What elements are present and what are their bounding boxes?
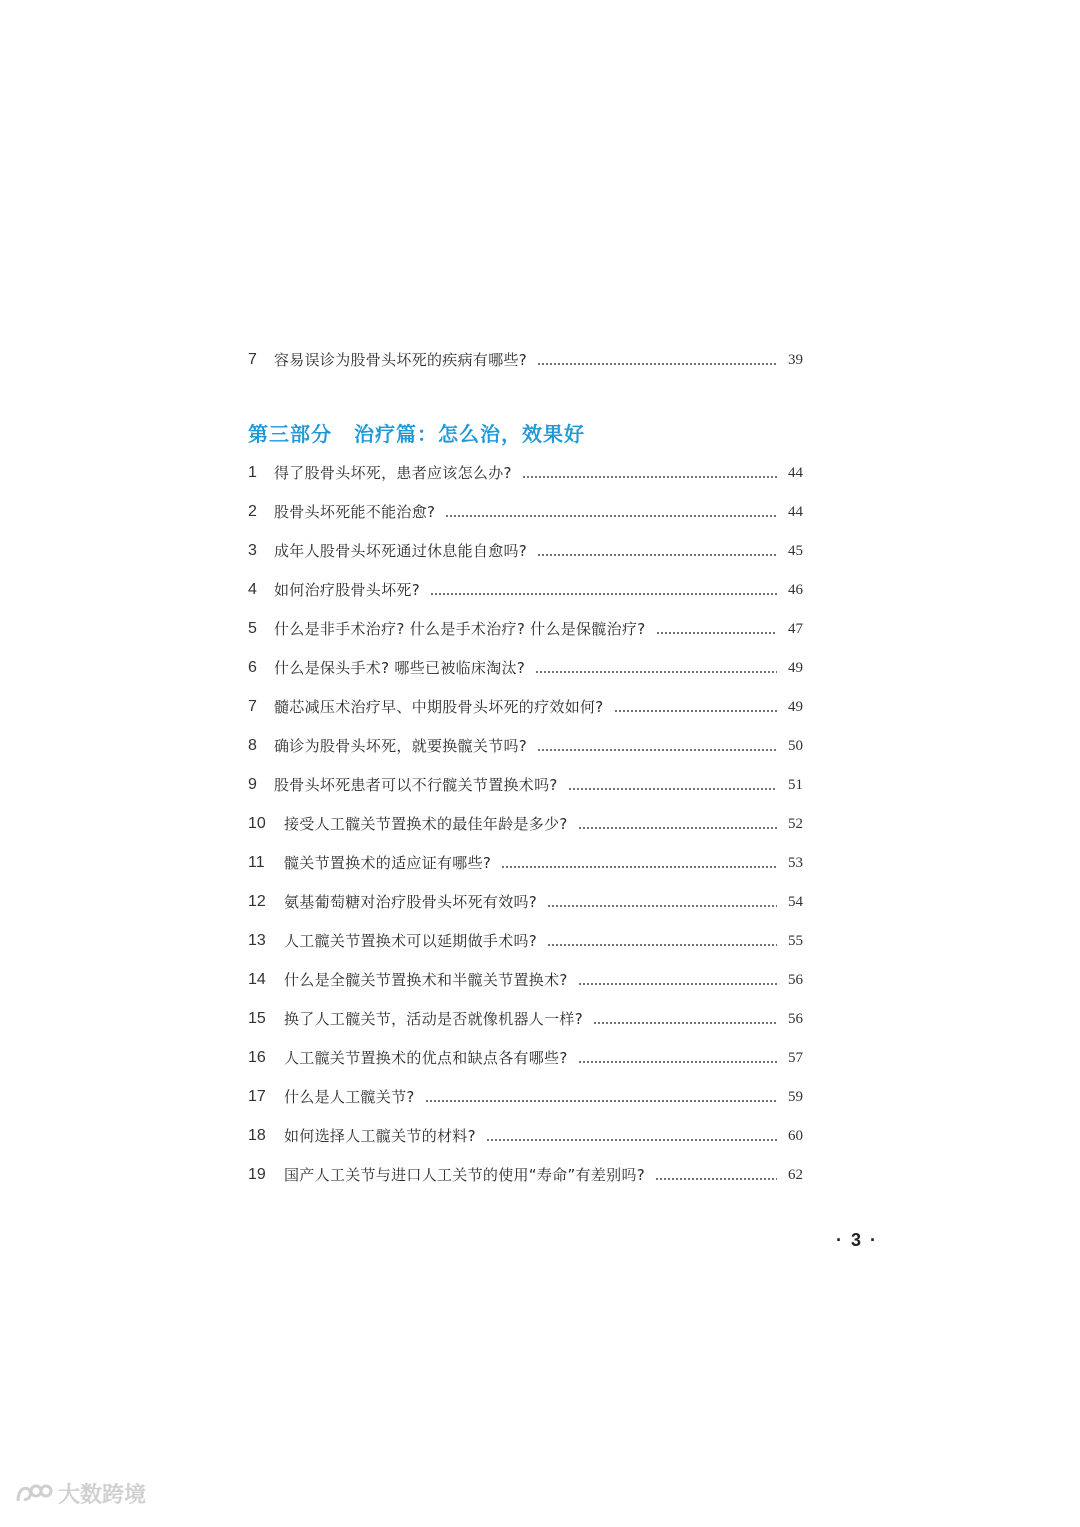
toc-entry-page: 52 <box>788 816 803 832</box>
toc-entry-page: 60 <box>788 1128 803 1144</box>
toc-entry-page: 44 <box>788 465 803 481</box>
toc-entry-number: 1 <box>248 464 257 481</box>
toc-entry-number: 11 <box>248 854 265 871</box>
toc-entry[interactable] <box>248 578 803 600</box>
toc-entry-title: 接受人工髋关节置换术的最佳年龄是多少? <box>284 815 568 833</box>
toc-entry-title: 股骨头坏死能不能治愈? <box>274 503 436 521</box>
toc-entry-title: 什么是保头手术? 哪些已被临床淘汰? <box>274 659 526 677</box>
toc-entry[interactable] <box>248 1085 803 1107</box>
toc-entry[interactable] <box>248 617 803 639</box>
section-title-text: 治疗篇：怎么治，效果好 <box>354 422 585 446</box>
toc-entry-title: 股骨头坏死患者可以不行髋关节置换术吗? <box>274 776 558 794</box>
toc-entry-page: 44 <box>788 504 803 520</box>
toc-entry[interactable] <box>248 461 803 483</box>
toc-entry-number: 12 <box>248 893 266 910</box>
toc-entry[interactable] <box>248 656 803 678</box>
toc-entry[interactable] <box>248 348 803 370</box>
watermark-text: 大数跨境 <box>58 1483 147 1508</box>
toc-entry-number: 7 <box>248 351 257 368</box>
toc-entry-number: 8 <box>248 737 257 754</box>
section-heading <box>248 418 585 447</box>
dot-leader <box>537 749 777 751</box>
toc-entry-page: 47 <box>788 621 803 637</box>
toc-entry-number: 2 <box>248 503 257 520</box>
toc-entry[interactable] <box>248 929 803 951</box>
dot-leader <box>593 1022 777 1024</box>
logo-icon <box>14 1479 54 1509</box>
toc-entry-title: 人工髋关节置换术的优点和缺点各有哪些? <box>284 1049 568 1067</box>
toc-entry[interactable] <box>248 1007 803 1029</box>
toc-entry-number: 17 <box>248 1088 266 1105</box>
toc-entry-page: 50 <box>788 738 803 754</box>
dot-leader <box>655 1178 777 1180</box>
toc-entry[interactable] <box>248 734 803 756</box>
toc-entry-number: 19 <box>248 1166 266 1183</box>
dot-leader <box>535 671 777 673</box>
dot-leader <box>486 1139 777 1141</box>
dot-leader <box>547 944 777 946</box>
toc-entry-page: 55 <box>788 933 803 949</box>
dot-leader <box>578 983 777 985</box>
toc-entry-title: 得了股骨头坏死，患者应该怎么办? <box>274 464 512 482</box>
section-part-label: 第三部分 <box>248 422 332 446</box>
toc-entry-title: 氨基葡萄糖对治疗股骨头坏死有效吗? <box>284 893 538 911</box>
toc-entry-title: 髋关节置换术的适应证有哪些? <box>284 854 492 872</box>
toc-entry-page: 54 <box>788 894 803 910</box>
toc-entry-title: 如何选择人工髋关节的材料? <box>284 1127 476 1145</box>
dot-leader <box>578 827 777 829</box>
toc-entry-page: 46 <box>788 582 803 598</box>
toc-entry[interactable] <box>248 695 803 717</box>
toc-entry[interactable] <box>248 812 803 834</box>
toc-entry-number: 15 <box>248 1010 266 1027</box>
toc-entry-number: 18 <box>248 1127 266 1144</box>
toc-entry-page: 51 <box>788 777 803 793</box>
toc-entry-page: 59 <box>788 1089 803 1105</box>
toc-entry-title: 如何治疗股骨头坏死? <box>274 581 420 599</box>
toc-entry-title: 什么是全髋关节置换术和半髋关节置换术? <box>284 971 568 989</box>
dot-leader <box>425 1100 777 1102</box>
toc-entry-number: 13 <box>248 932 266 949</box>
toc-entry-number: 16 <box>248 1049 266 1066</box>
toc-entry[interactable] <box>248 968 803 990</box>
toc-entry-page: 56 <box>788 1011 803 1027</box>
toc-entry-title: 什么是人工髋关节? <box>284 1088 415 1106</box>
toc-entry[interactable] <box>248 890 803 912</box>
dot-leader <box>578 1061 777 1063</box>
dot-leader <box>537 363 777 365</box>
dot-leader <box>501 866 777 868</box>
dot-leader <box>522 476 777 478</box>
toc-entry-title: 换了人工髋关节，活动是否就像机器人一样? <box>284 1010 583 1028</box>
toc-entry-number: 6 <box>248 659 257 676</box>
toc-entry-page: 56 <box>788 972 803 988</box>
page-number: · 3 · <box>836 1230 879 1250</box>
toc-entry-title: 成年人股骨头坏死通过休息能自愈吗? <box>274 542 528 560</box>
dot-leader <box>445 515 777 517</box>
toc-entry[interactable] <box>248 1046 803 1068</box>
dot-leader <box>537 554 777 556</box>
dot-leader <box>568 788 777 790</box>
toc-entry-number: 9 <box>248 776 257 793</box>
toc-entry[interactable] <box>248 500 803 522</box>
toc-entry-page: 49 <box>788 660 803 676</box>
toc-entry-title: 人工髋关节置换术可以延期做手术吗? <box>284 932 538 950</box>
dot-leader <box>547 905 777 907</box>
toc-entry-page: 57 <box>788 1050 803 1066</box>
dot-leader <box>614 710 777 712</box>
toc-entry-number: 7 <box>248 698 257 715</box>
toc-entry[interactable] <box>248 773 803 795</box>
toc-entry-page: 49 <box>788 699 803 715</box>
toc-entry-title: 容易误诊为股骨头坏死的疾病有哪些? <box>274 351 528 369</box>
toc-entry-page: 45 <box>788 543 803 559</box>
toc-entry[interactable] <box>248 1163 803 1185</box>
toc-entry-number: 14 <box>248 971 266 988</box>
toc-entry[interactable] <box>248 1124 803 1146</box>
toc-entry-number: 4 <box>248 581 257 598</box>
toc-entry[interactable] <box>248 851 803 873</box>
toc-entry-title: 国产人工关节与进口人工关节的使用“寿命”有差别吗? <box>284 1166 646 1184</box>
toc-entry-page: 39 <box>788 352 803 368</box>
dot-leader <box>430 593 777 595</box>
toc-entry-number: 10 <box>248 815 266 832</box>
toc-entry[interactable] <box>248 539 803 561</box>
toc-entry-page: 53 <box>788 855 803 871</box>
watermark <box>14 1478 146 1509</box>
toc-entry-page: 62 <box>788 1167 803 1183</box>
dot-leader <box>656 632 777 634</box>
toc-entry-title: 髓芯减压术治疗早、中期股骨头坏死的疗效如何? <box>274 698 604 716</box>
toc-entry-title: 什么是非手术治疗? 什么是手术治疗? 什么是保髋治疗? <box>274 620 646 638</box>
toc-entry-title: 确诊为股骨头坏死，就要换髋关节吗? <box>274 737 528 755</box>
toc-entry-number: 5 <box>248 620 257 637</box>
toc-entry-number: 3 <box>248 542 257 559</box>
